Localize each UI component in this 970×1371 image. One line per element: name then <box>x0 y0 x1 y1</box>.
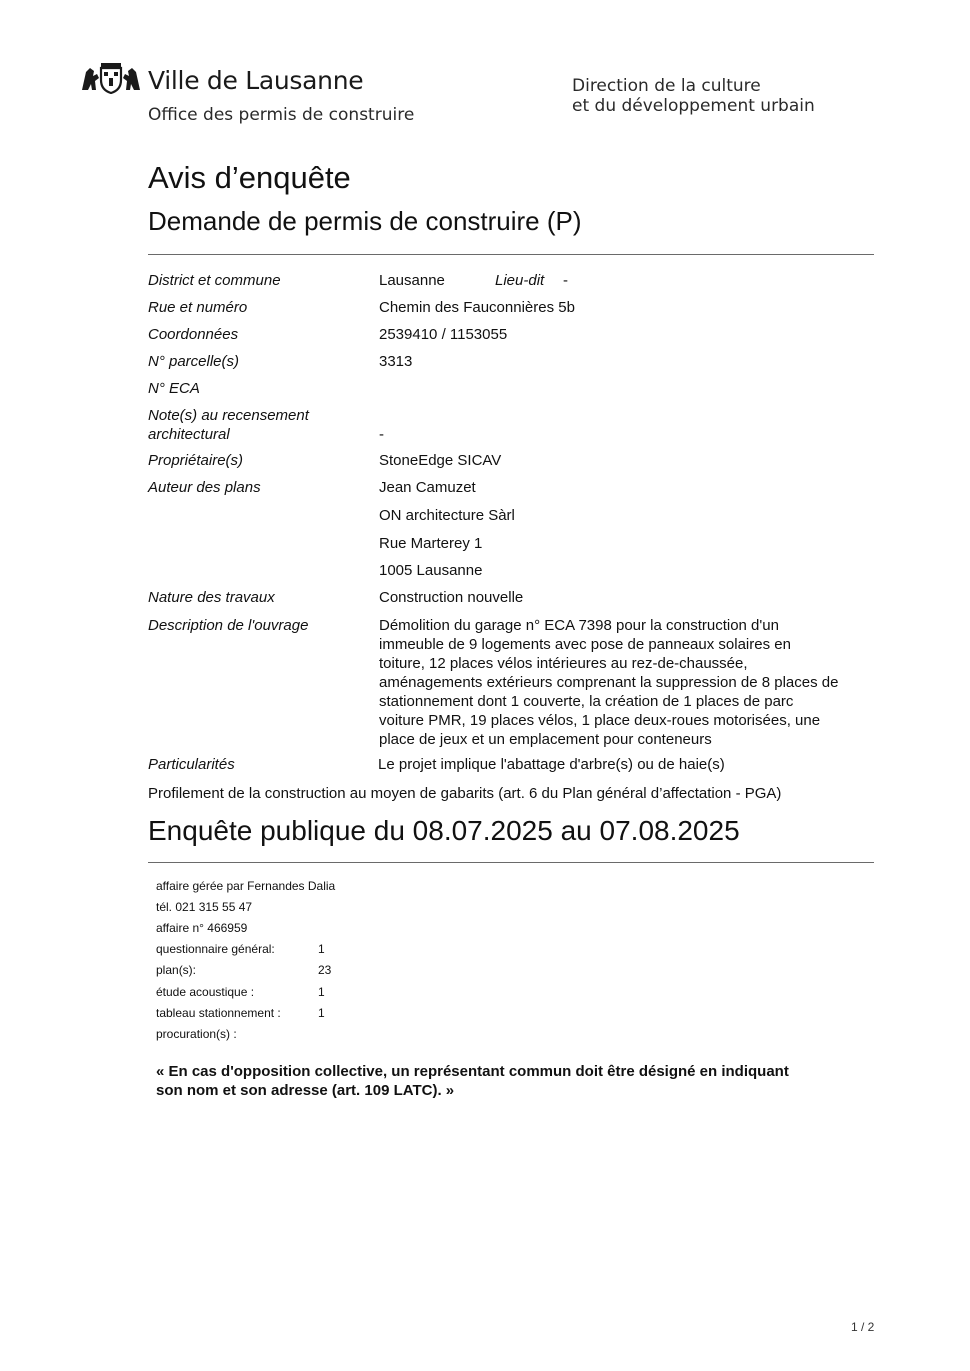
lieudit-label: Lieu-dit <box>495 272 545 289</box>
desc-label: Description de l'ouvrage <box>148 617 309 634</box>
enquete-dates: Enquête publique du 08.07.2025 au 07.08.2025 <box>148 815 740 846</box>
partic-label: Particularités <box>148 756 235 773</box>
parcelle-label: N° parcelle(s) <box>148 353 240 370</box>
org-name: Ville de Lausanne <box>148 66 364 95</box>
office-name: Office des permis de construire <box>148 105 415 125</box>
rue-label: Rue et numéro <box>148 299 248 316</box>
direction-name <box>572 76 815 116</box>
auteur-line: 1005 Lausanne <box>379 562 483 579</box>
desc-line: immeuble de 9 logements avec pose de panneaux solaires en <box>379 636 791 653</box>
proprio-value: StoneEdge SICAV <box>379 452 502 469</box>
eca-label: N° ECA <box>148 380 200 397</box>
affaire-item-value: 1 <box>318 1006 325 1020</box>
affaire-item-label: procuration(s) : <box>156 1027 237 1041</box>
desc-line: voiture PMR, 19 places vélos, 1 place deux-roues motorisées, une <box>379 712 821 729</box>
profilement-note: Profilement de la construction au moyen de gabarits (art. 6 du Plan général d’affectation - PGA) <box>148 785 782 802</box>
affaire-item-label: tableau stationnement : <box>156 1006 281 1020</box>
affaire-number: affaire n° 466959 <box>156 921 248 935</box>
notice-line: « En cas d'opposition collective, un représentant commun doit être désigné en indiquant <box>156 1063 789 1080</box>
affaire-manager: affaire gérée par Fernandes Dalia <box>156 879 336 893</box>
desc-line: place de jeux et un emplacement pour conteneurs <box>379 731 712 748</box>
affaire-item-label: plan(s): <box>156 963 197 977</box>
direction-line-1: Direction de la culture <box>572 76 761 96</box>
desc-line: Démolition du garage n° ECA 7398 pour la construction d'un <box>379 617 779 634</box>
partic-value: Le projet implique l'abattage d'arbre(s) ou de haie(s) <box>378 756 725 773</box>
coord-label: Coordonnées <box>148 326 239 343</box>
desc-line: stationnement dont 1 couverte, la création de 1 places de parc <box>379 693 794 710</box>
city-coat-of-arms-icon <box>80 62 142 94</box>
auteur-line: ON architecture Sàrl <box>379 507 515 524</box>
nature-value: Construction nouvelle <box>379 589 524 606</box>
auteur-line: Jean Camuzet <box>379 479 476 496</box>
affaire-item-value: 23 <box>318 963 332 977</box>
district-label: District et commune <box>148 272 281 289</box>
divider <box>148 862 874 863</box>
rue-value: Chemin des Fauconnières 5b <box>379 299 575 316</box>
note-label-line-1: Note(s) au recensement <box>148 407 309 424</box>
opposition-notice <box>156 1062 876 1100</box>
parcelle-value: 3313 <box>379 353 413 370</box>
affaire-phone: tél. 021 315 55 47 <box>156 900 253 914</box>
page-title: Avis d’enquête <box>148 160 351 195</box>
desc-value <box>379 616 884 749</box>
page-subtitle: Demande de permis de construire (P) <box>148 206 582 236</box>
affaire-item-value: 1 <box>318 985 325 999</box>
notice-line: son nom et son adresse (art. 109 LATC). » <box>156 1082 455 1099</box>
affaire-item-label: étude acoustique : <box>156 985 255 999</box>
affaire-item-label: questionnaire général: <box>156 942 275 956</box>
proprio-label: Propriétaire(s) <box>148 452 244 469</box>
note-value: - <box>379 426 384 443</box>
coord-value: 2539410 / 1153055 <box>379 326 508 343</box>
page-number: 1 / 2 <box>851 1320 875 1334</box>
desc-line: aménagements extérieurs comprenant la suppression de 8 places de <box>379 674 839 691</box>
auteur-label: Auteur des plans <box>148 479 261 496</box>
nature-label: Nature des travaux <box>148 589 275 606</box>
direction-line-2: et du développement urbain <box>572 96 815 116</box>
note-label-line-2: architectural <box>148 426 230 443</box>
affaire-item-value: 1 <box>318 942 325 956</box>
desc-line: toiture, 12 places vélos intérieures au rez-de-chaussée, <box>379 655 748 672</box>
auteur-line: Rue Marterey 1 <box>379 535 483 552</box>
divider <box>148 254 874 255</box>
district-value: Lausanne <box>379 272 445 289</box>
lieudit-value: - <box>563 272 568 289</box>
